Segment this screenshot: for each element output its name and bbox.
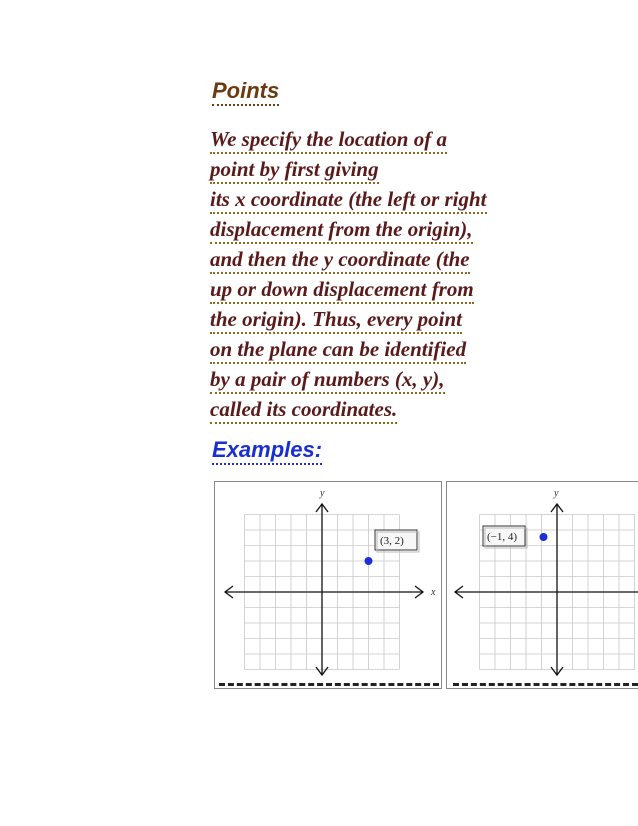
coordinate-plane-1 [215, 482, 441, 688]
body-line: on the plane can be identified [210, 337, 466, 364]
body-line: its x coordinate (the left or right [210, 187, 487, 214]
examples-heading: Examples: [212, 437, 322, 465]
y-axis-label: y [554, 488, 559, 499]
example-graph-1 [214, 481, 442, 689]
body-line: by a pair of numbers (x, y), [210, 367, 445, 394]
body-line: We specify the location of a [210, 127, 447, 154]
example-graph-2 [446, 481, 638, 689]
x-axis-label: x [431, 587, 436, 598]
body-line: called its coordinates. [210, 397, 397, 424]
dashed-separator [453, 683, 638, 686]
point-label: (−1, 4) [487, 531, 518, 543]
body-paragraph [210, 124, 570, 424]
body-line: the origin). Thus, every point [210, 307, 462, 334]
body-line: displacement from the origin), [210, 217, 473, 244]
dashed-separator [219, 683, 439, 686]
point-label: (3, 2) [380, 535, 404, 547]
x-axis [225, 586, 423, 598]
x-axis [455, 586, 638, 598]
body-line: point by first giving [210, 157, 379, 184]
y-axis-label: y [320, 488, 325, 499]
body-line: up or down displacement from [210, 277, 474, 304]
body-line: and then the y coordinate (the [210, 247, 470, 274]
plotted-point [540, 533, 548, 541]
coordinate-plane-2 [447, 482, 638, 688]
section-heading: Points [212, 78, 279, 106]
point-label-box [375, 530, 419, 552]
point-label-box [483, 526, 527, 548]
plotted-point [365, 557, 373, 565]
